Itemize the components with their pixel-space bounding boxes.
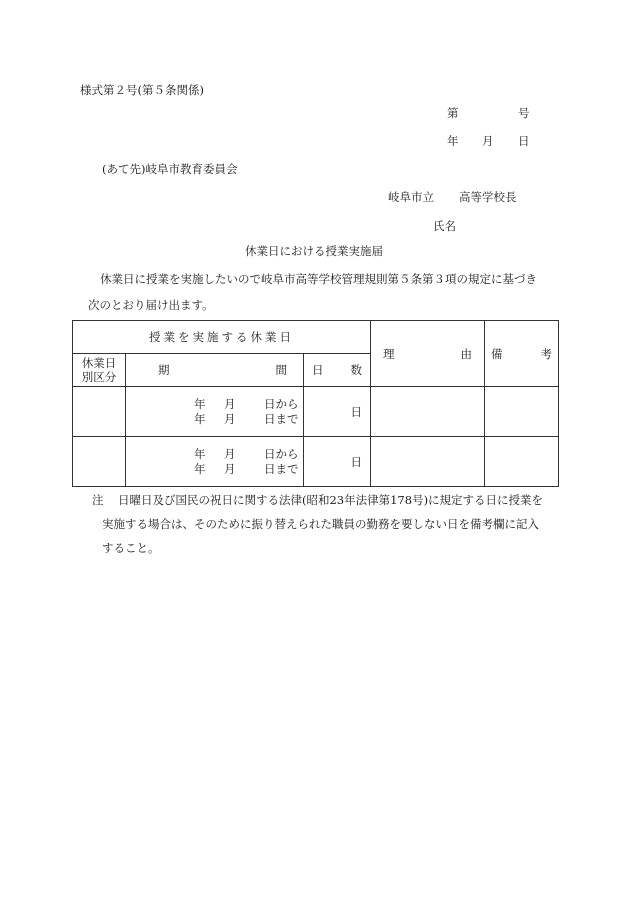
doc-number-go: 号 (518, 106, 530, 120)
note-line1: 日曜日及び国民の祝日に関する法律(昭和23年法律第178号)に規定する日に授業を (118, 493, 544, 507)
doc-number-dai: 第 (447, 106, 459, 120)
header-reason: 理 由 (371, 321, 485, 387)
header-holiday-category: 休業日 別区分 (73, 354, 126, 387)
table-row (73, 387, 559, 437)
cell-reason[interactable] (371, 437, 485, 487)
sender-city: 岐阜市立 (388, 190, 434, 204)
cell-reason[interactable] (371, 387, 485, 437)
body-text-line2: 次のとおり届け出ます。 (88, 298, 214, 312)
cell-days[interactable]: 日 (304, 437, 371, 487)
date-day: 日 (518, 134, 530, 148)
date-month: 月 (482, 134, 494, 148)
table-row (73, 437, 559, 487)
note-label: 注 (92, 493, 104, 507)
cell-category[interactable] (73, 437, 126, 487)
cell-remarks[interactable] (485, 387, 559, 437)
note-block (82, 488, 562, 560)
holiday-class-table (72, 320, 559, 487)
header-remarks: 備 考 (485, 321, 559, 387)
cell-period[interactable]: 年 月 日から 年 月 日まで (126, 437, 304, 487)
cell-remarks[interactable] (485, 437, 559, 487)
sender-school: 高等学校長 (459, 190, 517, 204)
table-header-row-1 (73, 321, 559, 354)
cell-period[interactable]: 年 月 日から 年 月 日まで (126, 387, 304, 437)
note-line3: すること。 (102, 541, 160, 555)
note-line2: 実施する場合は、そのために振り替えられた職員の勤務を要しない日を備考欄に記入 (102, 517, 539, 531)
header-period: 期 間 (126, 354, 304, 387)
document-title: 休業日における授業実施届 (245, 244, 383, 258)
addressee: (あて先)岐阜市教育委員会 (102, 162, 238, 176)
cell-category[interactable] (73, 387, 126, 437)
header-main: 授業を実施する休業日 (73, 321, 371, 354)
form-number: 様式第２号(第５条関係) (80, 83, 204, 97)
sender-name-label: 氏名 (433, 219, 456, 233)
cell-days[interactable]: 日 (304, 387, 371, 437)
header-days: 日 数 (304, 354, 371, 387)
date-year: 年 (447, 134, 459, 148)
body-text-line1: 休業日に授業を実施したいので岐阜市高等学校管理規則第５条第３項の規定に基づき (100, 272, 537, 286)
